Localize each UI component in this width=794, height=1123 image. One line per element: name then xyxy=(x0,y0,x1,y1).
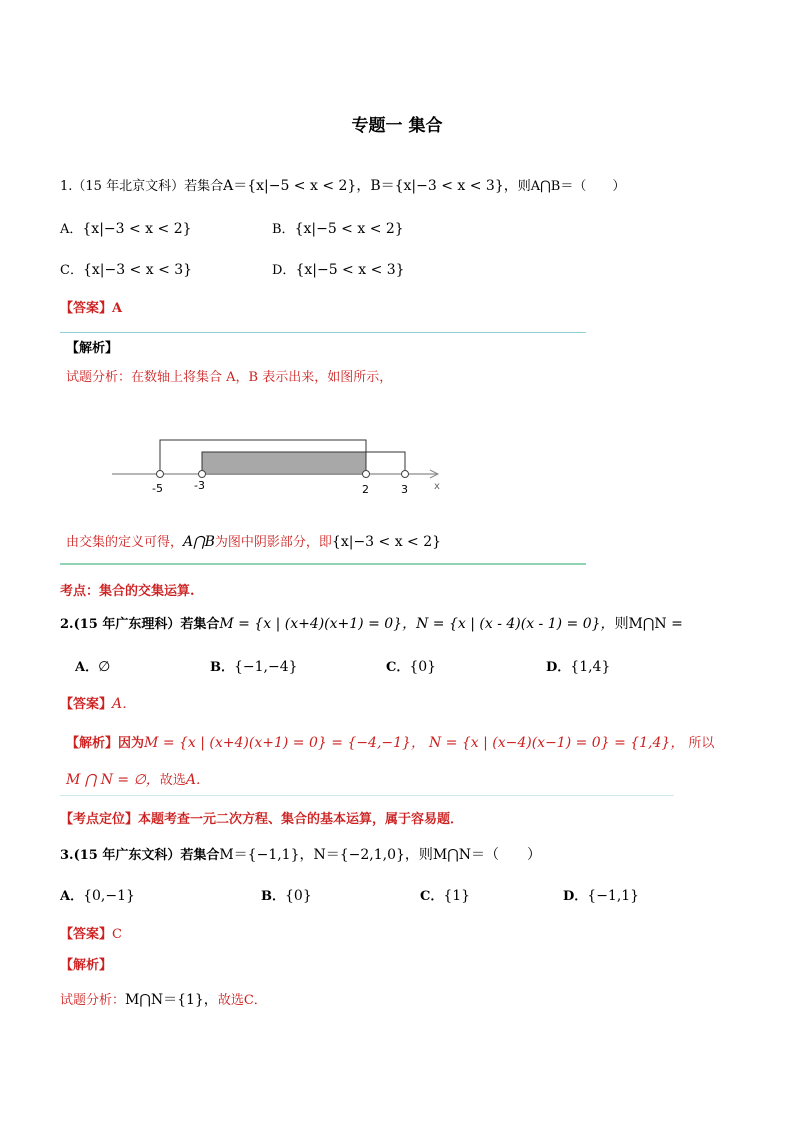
option-value: ∅ xyxy=(98,659,111,675)
option-label: D． xyxy=(563,889,588,904)
analysis-prefix: 试题分析： xyxy=(60,993,126,1008)
divider xyxy=(60,332,586,333)
option-value: {0,−1} xyxy=(83,888,135,904)
q1-analysis-text: 试题分析：在数轴上将集合 A，B 表示出来，如图所示， xyxy=(66,370,393,385)
analysis-set-m: M = {x | (x+4)(x+1) = 0} = {−4,−1}， xyxy=(144,735,425,751)
tick-label: -3 xyxy=(194,479,205,492)
q2-point xyxy=(60,810,463,830)
analysis-set-n: N = {x | (x−4)(x−1) = 0} = {1,4}， xyxy=(428,735,685,751)
option-label: D． xyxy=(272,263,296,278)
analysis-answer: A． xyxy=(185,772,210,788)
q3-stem-suffix: 则M⋂N＝（ ） xyxy=(418,847,541,863)
q1-stem-suffix: 则A⋂B＝（ ） xyxy=(517,179,626,194)
conclusion-set: {x|−3 < x < 2} xyxy=(331,534,442,550)
option-value: {x|−3 < x < 3} xyxy=(82,262,193,278)
q2-stem-prefix: 2.(15 年广东理科）若集合 xyxy=(60,617,220,632)
q1-conclusion xyxy=(66,532,441,553)
tick-label: 2 xyxy=(362,483,369,496)
point-text: 本题考查一元二次方程、集合的基本运算，属于容易题． xyxy=(138,812,464,827)
page-title: 专题一 集合 xyxy=(351,116,443,136)
open-circle xyxy=(402,471,409,478)
q3-set-m: M＝{−1,1}， xyxy=(219,847,314,863)
number-line-diagram xyxy=(108,432,448,496)
option-value: {−1,−4} xyxy=(234,659,298,675)
divider xyxy=(60,795,674,796)
q2-analysis xyxy=(66,733,714,754)
option-label: C． xyxy=(60,263,83,278)
option-value: {1,4} xyxy=(570,659,611,675)
option-value: {x|−5 < x < 2} xyxy=(294,221,404,237)
option-label: C． xyxy=(420,889,444,904)
q1-analysis-label: 【解析】 xyxy=(66,341,119,356)
option-label: A． xyxy=(75,660,99,675)
option-label: B． xyxy=(261,889,285,904)
q1-option-c xyxy=(60,260,192,281)
divider xyxy=(60,563,586,565)
option-label: A． xyxy=(60,889,84,904)
option-label: A． xyxy=(60,222,83,237)
option-label: C． xyxy=(386,660,410,675)
option-value: {−1,1} xyxy=(587,888,640,904)
q3-set-n: N＝{−2,1,0}， xyxy=(313,847,419,863)
answer-value: C xyxy=(112,927,122,942)
q1-set-a: A＝{x|−5 < x < 2}， xyxy=(223,178,371,194)
analysis-suffix: 所以 xyxy=(688,736,715,751)
axis-x-label: x xyxy=(434,481,440,492)
q2-option-b xyxy=(210,657,298,678)
q3-option-c xyxy=(420,886,470,907)
option-value: {0} xyxy=(409,659,437,675)
answer-label: 【答案】 xyxy=(60,301,113,316)
option-value: {1} xyxy=(443,888,471,904)
q2-option-a xyxy=(75,657,110,678)
q2-stem xyxy=(60,614,683,635)
q2-option-d xyxy=(546,657,610,678)
analysis-label: 【解析】 xyxy=(66,736,119,751)
q3-analysis-label: 【解析】 xyxy=(60,958,113,973)
intersection-shaded-region xyxy=(202,452,366,475)
option-label: D． xyxy=(546,660,571,675)
open-circle xyxy=(199,471,206,478)
option-value: {0} xyxy=(285,888,312,904)
q3-option-b xyxy=(261,886,312,907)
q1-set-b: B＝{x|−3 < x < 3}， xyxy=(370,178,518,194)
q2-option-c xyxy=(386,657,436,678)
q1-option-b xyxy=(272,219,404,240)
tick-label: 3 xyxy=(401,483,408,496)
answer-label: 【答案】 xyxy=(60,927,113,942)
q1-option-a xyxy=(60,219,192,240)
q3-option-d xyxy=(563,886,639,907)
q2-analysis-line2 xyxy=(66,770,210,791)
q3-stem xyxy=(60,845,541,866)
tick-label: -5 xyxy=(152,482,163,495)
open-circle xyxy=(157,471,164,478)
q3-answer xyxy=(60,925,122,945)
q1-point: 考点：集合的交集运算. xyxy=(60,584,195,599)
answer-label: 【答案】 xyxy=(60,697,113,712)
option-label: B． xyxy=(272,222,295,237)
analysis-text: 故选 xyxy=(159,773,186,788)
analysis-result: M ⋂ N = ∅， xyxy=(66,772,160,788)
conclusion-mid: 为图中阴影部分，即 xyxy=(214,535,332,550)
analysis-prefix: 因为 xyxy=(118,736,145,751)
q1-stem xyxy=(60,176,625,197)
q1-option-d xyxy=(272,260,405,281)
q2-stem-suffix: 则M⋂N = xyxy=(614,616,683,632)
point-label: 【考点定位】 xyxy=(60,812,139,827)
q3-option-a xyxy=(60,886,135,907)
q1-answer xyxy=(60,299,122,319)
q1-stem-prefix: 1.（15 年北京文科）若集合 xyxy=(60,179,224,194)
q2-answer xyxy=(60,694,136,715)
answer-value: A． xyxy=(112,696,137,712)
q3-analysis xyxy=(60,990,267,1011)
analysis-suffix: 故选C． xyxy=(217,993,267,1008)
conclusion-math: A⋂B xyxy=(183,534,215,550)
q2-set-n: N = {x | (x - 4)(x - 1) = 0}， xyxy=(416,616,615,632)
answer-value: A xyxy=(112,301,123,316)
option-label: B． xyxy=(210,660,234,675)
option-value: {x|−5 < x < 3} xyxy=(295,262,405,278)
q3-stem-prefix: 3.(15 年广东文科）若集合 xyxy=(60,848,220,863)
q2-set-m: M = {x | (x+4)(x+1) = 0}， xyxy=(219,616,417,632)
open-circle xyxy=(363,471,370,478)
option-value: {x|−3 < x < 2} xyxy=(82,221,192,237)
conclusion-text: 由交集的定义可得， xyxy=(66,535,184,550)
analysis-math: M⋂N＝{1}， xyxy=(125,992,218,1008)
